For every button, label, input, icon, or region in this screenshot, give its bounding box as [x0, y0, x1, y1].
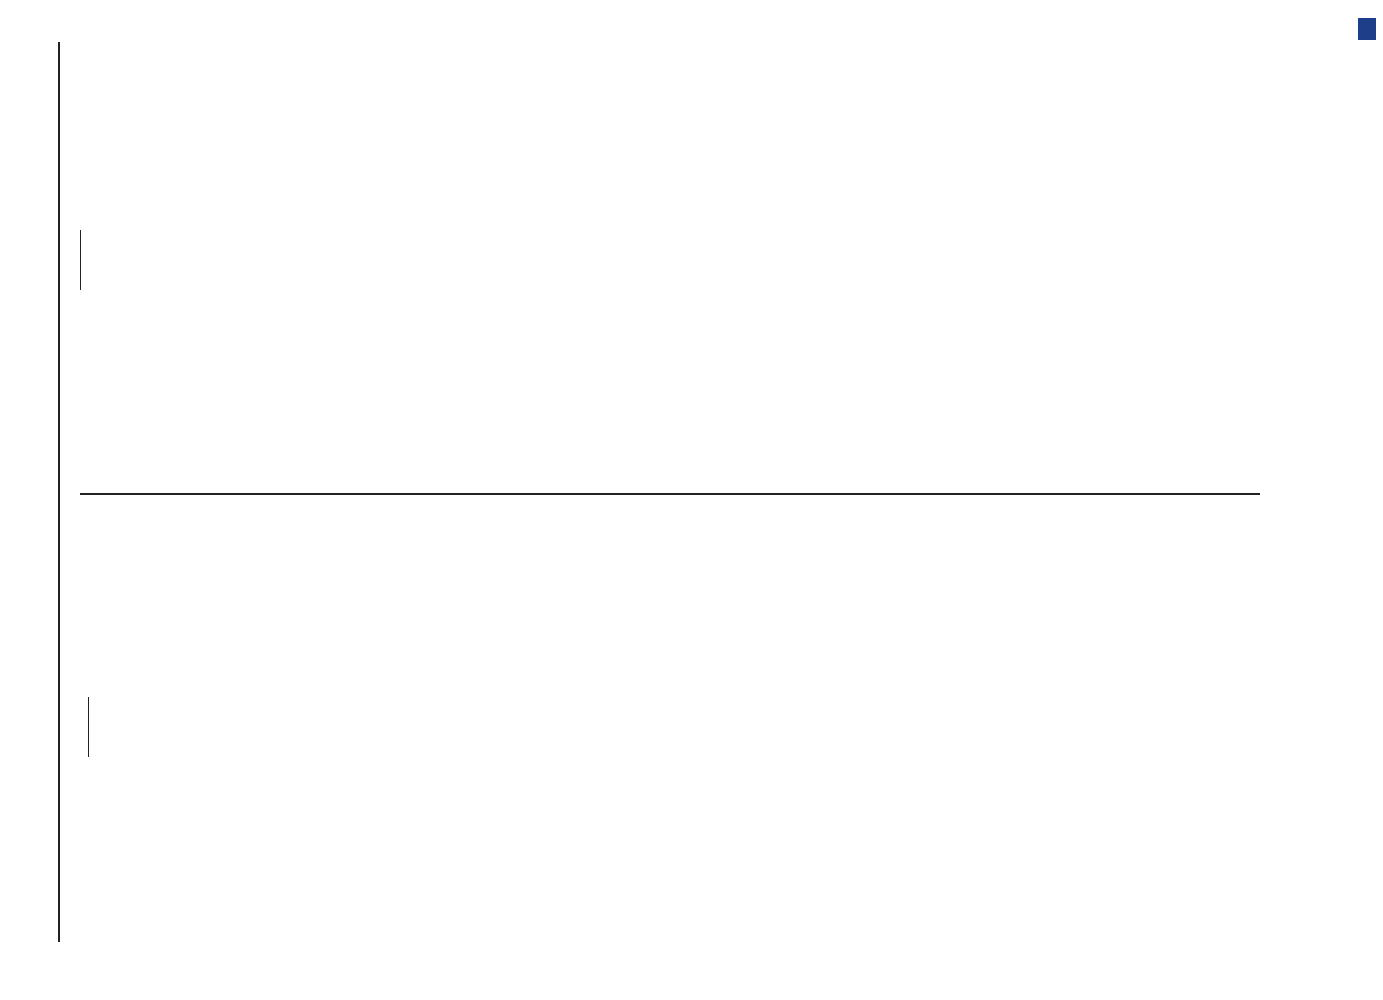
body-rule — [80, 230, 81, 290]
right-column — [70, 40, 91, 480]
column-divider — [80, 494, 1260, 496]
left-column — [70, 512, 103, 942]
header-rule — [58, 42, 60, 942]
dfg-logo — [1358, 18, 1376, 40]
title-rule — [88, 697, 89, 757]
